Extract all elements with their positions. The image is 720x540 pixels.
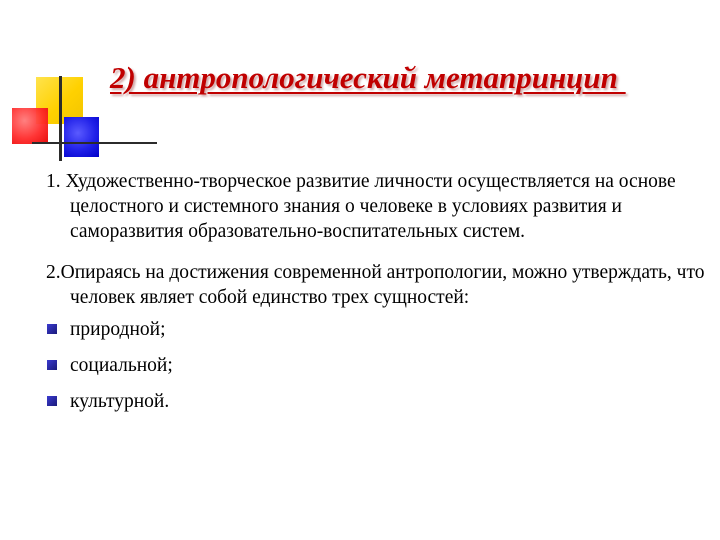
- square-bullet-icon: [47, 396, 57, 406]
- decorative-red-square: [12, 108, 48, 144]
- slide-body: [46, 169, 706, 425]
- decorative-vertical-line: [59, 76, 62, 161]
- list-item: [46, 389, 706, 425]
- bullet-text: природной;: [70, 319, 166, 340]
- paragraph-2: 2.Опираясь на достижения современной антропологии, можно утверждать, что человек являет собой единство трех сущностей:: [46, 262, 705, 308]
- decorative-blue-square: [64, 117, 99, 157]
- square-bullet-icon: [47, 324, 57, 334]
- slide-title: 2) антропологический метапринцип: [110, 60, 626, 95]
- bullet-text: культурной.: [70, 391, 170, 412]
- list-item: [46, 353, 706, 389]
- list-item: [46, 317, 706, 353]
- bullet-text: социальной;: [70, 355, 173, 376]
- paragraph-1: 1. Художественно-творческое развитие личности осуществляется на основе целостного и системного знания о человеке в условиях развития и саморазвития образовательно-воспитательных систем.: [46, 171, 676, 242]
- decorative-horizontal-line: [32, 142, 157, 144]
- bullet-list: [46, 317, 706, 425]
- square-bullet-icon: [47, 360, 57, 370]
